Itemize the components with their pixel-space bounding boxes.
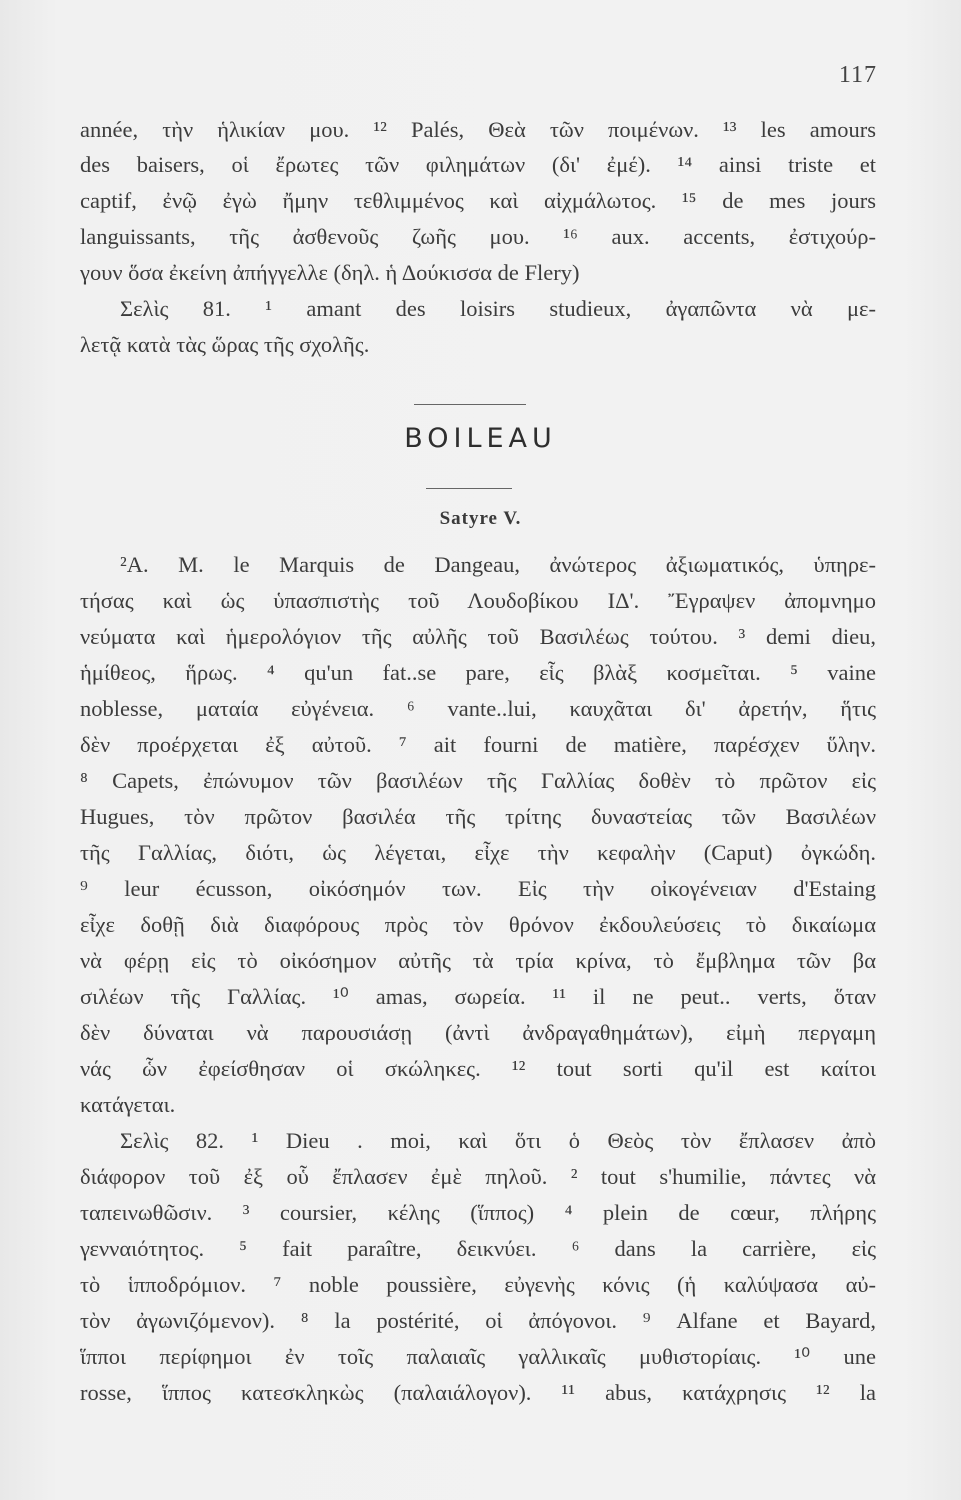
- text-line: κατάγεται.: [80, 1092, 176, 1117]
- text-line: διάφορον τοῦ ἐξ οὗ ἔπλασεν ἐμὲ πηλοῦ. ² tout s'humilie, πάντες νὰ: [80, 1164, 876, 1189]
- text-line: rosse, ἵππος κατεσκληκὼς (παλαιάλογον). ¹¹ abus, κατάχρησις ¹² la: [80, 1380, 876, 1405]
- text-line: languissants, τῆς ἀσθενοῦς ζωῆς μου. ¹⁶ aux. accents, ἐστιχούρ-: [80, 224, 876, 249]
- divider-rule: [414, 404, 526, 405]
- text-line: δὲν δύναται νὰ παρουσιάσῃ (ἀντὶ ἀνδραγαθημάτων), εἰμὴ περγαμη: [80, 1020, 876, 1045]
- text-line: γουν ὅσα ἐκείνη ἀπήγγελλε (δηλ. ἡ Δούκισσα de Flery): [80, 260, 580, 285]
- divider-rule: [426, 488, 512, 489]
- text-line: λετᾷ κατὰ τὰς ὥρας τῆς σχολῆς.: [80, 332, 370, 357]
- text-line: τὸ ἱπποδρόμιον. ⁷ noble poussière, εὐγενὴς κόνις (ἡ καλύψασα αὐ-: [80, 1272, 876, 1297]
- text-line: captif, ἐνῷ ἐγὼ ἤμην τεθλιμμένος καὶ αἰχμάλωτος. ¹⁵ de mes jours: [80, 188, 876, 213]
- text-line: νάς ὧν ἐφείσθησαν οἱ σκώληκες. ¹² tout sorti qu'il est καίτοι: [80, 1056, 876, 1081]
- text-line: ⁹ leur écusson, οἰκόσημόν των. Εἰς τὴν οἰκογένειαν d'Estaing: [80, 876, 876, 901]
- text-line: ἵπποι περίφημοι ἐν τοῖς παλαιαῖς γαλλικαῖς μυθιστορίαις. ¹⁰ une: [80, 1344, 876, 1369]
- text-line: τὸν ἀγωνιζόμενον). ⁸ la postérité, οἱ ἀπόγονοι. ⁹ Alfane et Bayard,: [80, 1308, 876, 1333]
- text-line: Hugues, τὸν πρῶτον βασιλέα τῆς τρίτης δυναστείας τῶν Βασιλέων: [80, 804, 876, 829]
- text-line: σιλέων τῆς Γαλλίας. ¹⁰ amas, σωρεία. ¹¹ il ne peut.. verts, ὅταν: [80, 984, 876, 1009]
- text-line: ²Α. Μ. le Marquis de Dangeau, ἀνώτερος ἀξιωματικός, ὑπηρε-: [120, 552, 876, 577]
- text-line: des baisers, οἱ ἔρωτες τῶν φιλημάτων (δι' ἐμέ). ¹⁴ ainsi triste et: [80, 152, 876, 177]
- text-line: année, τὴν ἡλικίαν μου. ¹² Palés, Θεὰ τῶν ποιμένων. ¹³ les amours: [80, 117, 876, 142]
- text-line: νὰ φέρῃ εἰς τὸ οἰκόσημον αὐτῆς τὰ τρία κρίνα, τὸ ἔμβλημα τῶν βα: [80, 948, 876, 973]
- text-line: Σελὶς 81. ¹ amant des loisirs studieux, ἀγαπῶντα νὰ με-: [120, 296, 876, 321]
- text-line: γενναιότητος. ⁵ fait paraître, δεικνύει. ⁶ dans la carrière, εἰς: [80, 1236, 876, 1261]
- text-line: δὲν προέρχεται ἐξ αὐτοῦ. ⁷ ait fourni de matière, παρέσχεν ὕλην.: [80, 732, 876, 757]
- text-line: ἡμίθεος, ἥρως. ⁴ qu'un fat..se pare, εἷς βλὰξ κοσμεῖται. ⁵ vaine: [80, 660, 876, 685]
- text-line: ⁸ Capets, ἐπώνυμον τῶν βασιλέων τῆς Γαλλίας δοθὲν τὸ πρῶτον εἰς: [80, 768, 876, 793]
- text-line: νεύματα καὶ ἡμερολόγιον τῆς αὐλῆς τοῦ Βασιλέως τούτου. ³ demi dieu,: [80, 624, 876, 649]
- text-line: τῆς Γαλλίας, διότι, ὡς λέγεται, εἶχε τὴν κεφαλὴν (Caput) ὀγκώδη.: [80, 840, 876, 865]
- text-line: Σελὶς 82. ¹ Dieu . moi, καὶ ὅτι ὁ Θεὸς τὸν ἔπλασεν ἀπὸ: [120, 1128, 876, 1153]
- page-number: 117: [838, 62, 877, 88]
- text-line: τήσας καὶ ὡς ὑπασπιστὴς τοῦ Λουδοβίκου ΙΔ'. Ἔγραψεν ἀπομνημο: [80, 588, 876, 613]
- text-line: εἶχε δοθῇ διὰ διαφόρους πρὸς τὸν θρόνον ἐκδουλεύσεις τὸ δικαίωμα: [80, 912, 876, 937]
- text-line: ταπεινωθῶσιν. ³ coursier, κέλης (ἵππος) ⁴ plein de cœur, πλήρης: [80, 1200, 876, 1225]
- text-line: noblesse, ματαία εὐγένεια. ⁶ vante..lui, καυχᾶται δι' ἀρετήν, ἥτις: [80, 696, 876, 721]
- section-subheading: Satyre V.: [439, 508, 522, 529]
- section-heading: BOILEAU: [404, 423, 557, 454]
